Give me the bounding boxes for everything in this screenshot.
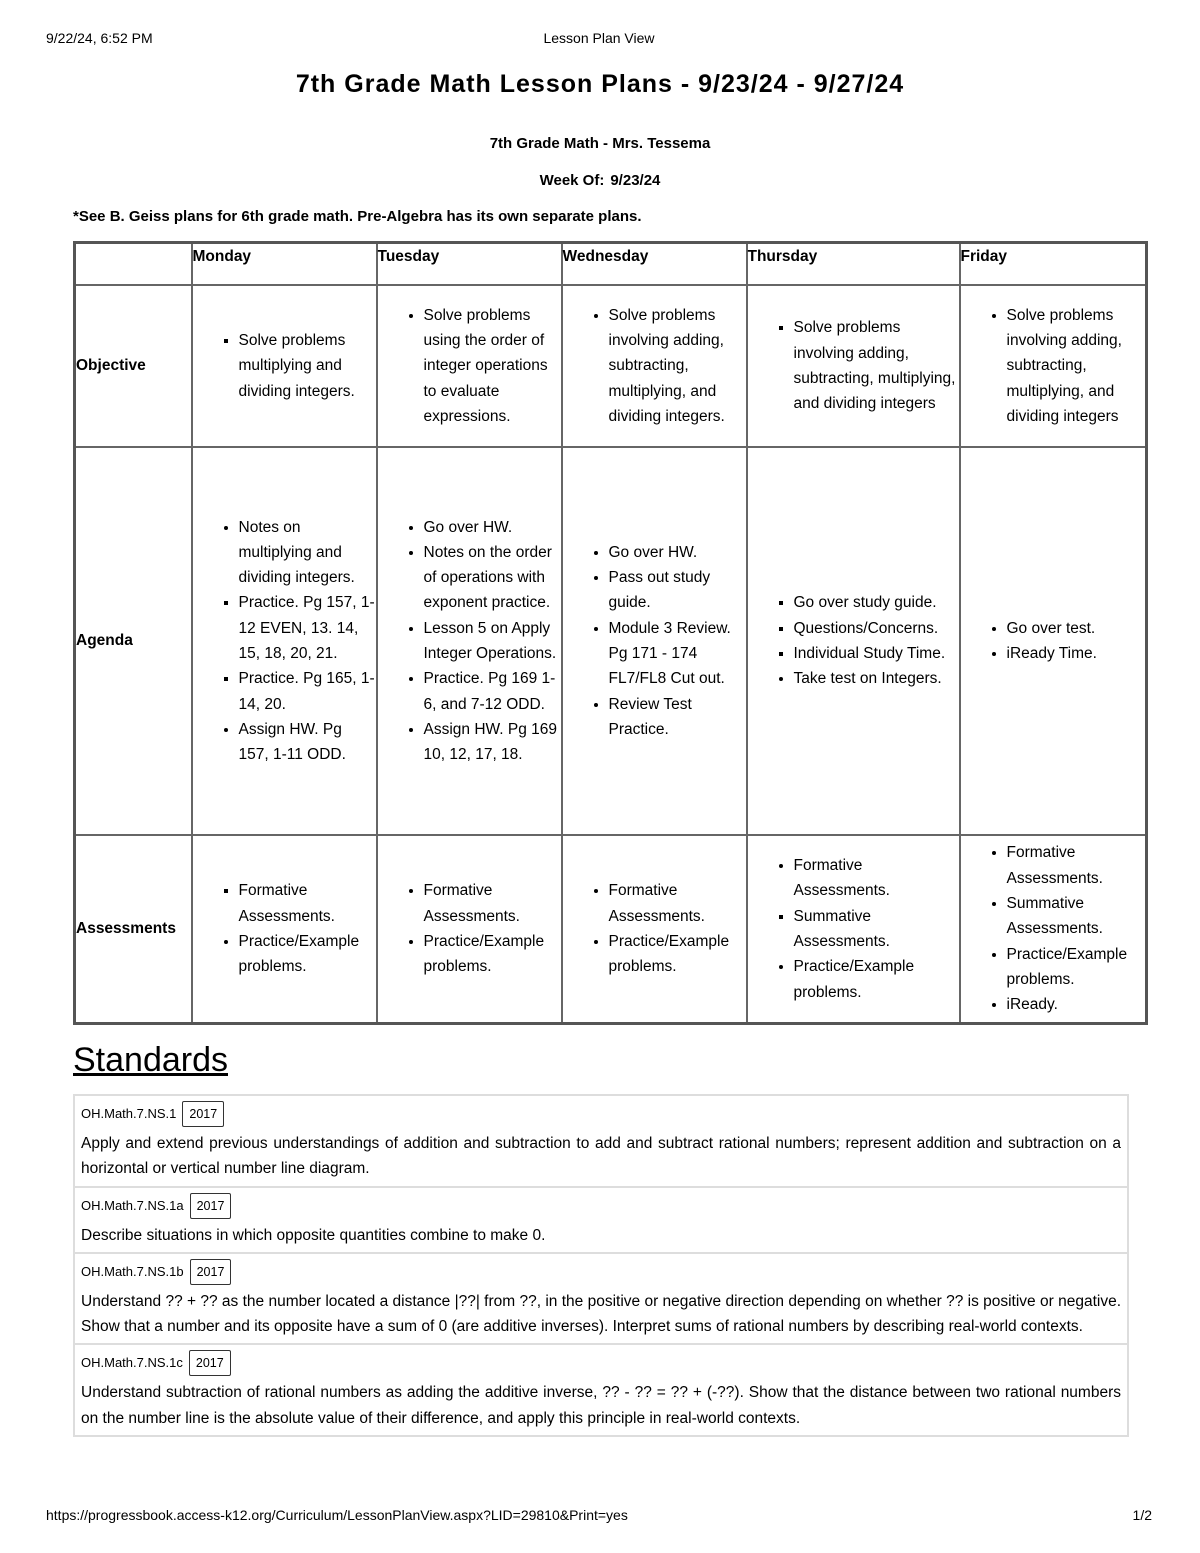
standards-list <box>73 1094 1129 1437</box>
list-item: • Assign HW. Pg 157, 1-11 ODD. <box>239 717 376 768</box>
list-item: • Solve problems involving adding, subtracting, multiplying, and dividing integers. <box>609 303 746 429</box>
agenda-monday <box>192 447 377 835</box>
week-of <box>0 172 1200 189</box>
standard-description: Describe situations in which opposite quantities combine to make 0. <box>81 1226 546 1244</box>
list-item: • Practice/Example problems. <box>424 929 561 980</box>
agenda-label: Agenda <box>75 447 192 835</box>
standard-year-badge: 2017 <box>182 1101 224 1127</box>
list-item: • Go over test. <box>1007 616 1146 641</box>
standard-code: OH.Math.7.NS.1a <box>81 1197 184 1213</box>
standard-code: OH.Math.7.NS.1c <box>81 1355 183 1371</box>
standard-year-badge: 2017 <box>189 1350 231 1376</box>
objective-wednesday <box>562 285 747 447</box>
list-item: • Solve problems using the order of integer operations to evaluate expressions. <box>424 303 561 429</box>
objective-monday <box>192 285 377 447</box>
objective-row <box>75 285 1147 447</box>
list-item: • Formative Assessments. <box>794 853 959 904</box>
list-item: ▪ Formative Assessments. <box>239 878 376 929</box>
list-item: • Review Test Practice. <box>609 692 746 743</box>
agenda-thursday <box>747 447 960 835</box>
standard-description: Apply and extend previous understandings of addition and subtraction to add and subtract rational numbers; represent addition and subtraction on a horizontal or vertical number line diagram. <box>81 1135 1121 1178</box>
list-item: • Solve problems involving adding, subtracting, multiplying, and dividing integers <box>1007 303 1146 429</box>
list-item: • Formative Assessments. <box>609 878 746 929</box>
assessments-monday <box>192 835 377 1024</box>
agenda-row <box>75 447 1147 835</box>
list-item: • Pass out study guide. <box>609 565 746 616</box>
page-title: 7th Grade Math Lesson Plans - 9/23/24 - 9/27/24 <box>295 70 905 98</box>
objective-label: Objective <box>75 285 192 447</box>
objective-thursday <box>747 285 960 447</box>
agenda-wednesday <box>562 447 747 835</box>
list-item: • Practice. Pg 169 1-6, and 7-12 ODD. <box>424 666 561 717</box>
objective-friday <box>960 285 1147 447</box>
standard-description: Understand subtraction of rational numbers as adding the additive inverse, ?? - ?? = ?? + (-??). Show that the distance between two rational numbers on the number line is the absolute value of their difference, and apply this principle in real-world contexts. <box>81 1384 1121 1427</box>
agenda-friday <box>960 447 1147 835</box>
standard-item <box>75 1188 1127 1254</box>
list-item: ▪ Go over study guide. <box>794 590 959 615</box>
list-item: • Notes on the order of operations with exponent practice. <box>424 540 561 616</box>
standard-item <box>75 1254 1127 1346</box>
list-item: • Assign HW. Pg 169 10, 12, 17, 18. <box>424 717 561 768</box>
list-item: • Practice/Example problems. <box>1007 942 1146 993</box>
list-item: • Practice/Example problems. <box>794 954 959 1005</box>
standards-heading: Standards <box>73 1041 228 1079</box>
list-item: • iReady Time. <box>1007 641 1146 666</box>
list-item: • Formative Assessments. <box>424 878 561 929</box>
print-page-title: Lesson Plan View <box>543 30 655 46</box>
day-header-friday: Friday <box>960 243 1147 286</box>
page-number: 1/2 <box>1132 1507 1152 1523</box>
standard-code: OH.Math.7.NS.1 <box>81 1106 177 1121</box>
print-datetime: 9/22/24, 6:52 PM <box>46 30 153 46</box>
page-url: https://progressbook.access-k12.org/Curriculum/LessonPlanView.aspx?LID=29810&Print=yes <box>46 1507 628 1523</box>
list-item: • Practice/Example problems. <box>239 929 376 980</box>
assessments-thursday <box>747 835 960 1024</box>
lesson-plan-table <box>73 241 1148 1025</box>
list-item: ▪ Questions/Concerns. <box>794 616 959 641</box>
list-item: • Practice/Example problems. <box>609 929 746 980</box>
standard-item <box>75 1096 1127 1188</box>
list-item: • Go over HW. <box>424 515 561 540</box>
corner-cell <box>75 243 192 286</box>
assessments-row <box>75 835 1147 1024</box>
course-name: 7th Grade Math - Mrs. Tessema <box>489 135 711 152</box>
day-header-tuesday: Tuesday <box>377 243 562 286</box>
objective-tuesday <box>377 285 562 447</box>
week-value: 9/23/24 <box>610 172 661 189</box>
day-header-monday: Monday <box>192 243 377 286</box>
assessments-friday <box>960 835 1147 1024</box>
list-item: • iReady. <box>1007 992 1146 1017</box>
list-item: • Lesson 5 on Apply Integer Operations. <box>424 616 561 667</box>
assessments-tuesday <box>377 835 562 1024</box>
standard-year-badge: 2017 <box>190 1193 232 1219</box>
list-item: • Summative Assessments. <box>1007 891 1146 942</box>
list-item: ▪ Individual Study Time. <box>794 641 959 666</box>
assessments-wednesday <box>562 835 747 1024</box>
list-item: ▪ Solve problems involving adding, subtracting, multiplying, and dividing integers <box>794 315 959 416</box>
week-label: Week Of: <box>539 172 605 189</box>
list-item: • Notes on multiplying and dividing integers. <box>239 515 376 591</box>
list-item: ▪ Solve problems multiplying and dividing integers. <box>239 328 376 404</box>
standard-year-badge: 2017 <box>190 1259 232 1285</box>
plan-note: *See B. Geiss plans for 6th grade math. Pre-Algebra has its own separate plans. <box>73 208 642 225</box>
list-item: • Formative Assessments. <box>1007 840 1146 891</box>
assessments-label: Assessments <box>75 835 192 1024</box>
list-item: ▪ Practice. Pg 165, 1-14, 20. <box>239 666 376 717</box>
standard-item <box>75 1345 1127 1437</box>
list-item: • Take test on Integers. <box>794 666 959 691</box>
day-header-row <box>75 243 1147 286</box>
list-item: ▪ Practice. Pg 157, 1-12 EVEN, 13. 14, 15, 18, 20, 21. <box>239 590 376 666</box>
day-header-thursday: Thursday <box>747 243 960 286</box>
list-item: • Go over HW. <box>609 540 746 565</box>
standard-code: OH.Math.7.NS.1b <box>81 1263 184 1279</box>
standard-description: Understand ?? + ?? as the number located a distance |??| from ??, in the positive or negative direction depending on whether ?? is positive or negative. Show that a number and its opposite have a sum of 0 (are additive inverses). Interpret sums of rational numbers by describing real-world contexts. <box>81 1292 1121 1336</box>
day-header-wednesday: Wednesday <box>562 243 747 286</box>
agenda-tuesday <box>377 447 562 835</box>
list-item: • Module 3 Review. Pg 171 - 174 FL7/FL8 Cut out. <box>609 616 746 692</box>
list-item: ▪ Summative Assessments. <box>794 904 959 955</box>
